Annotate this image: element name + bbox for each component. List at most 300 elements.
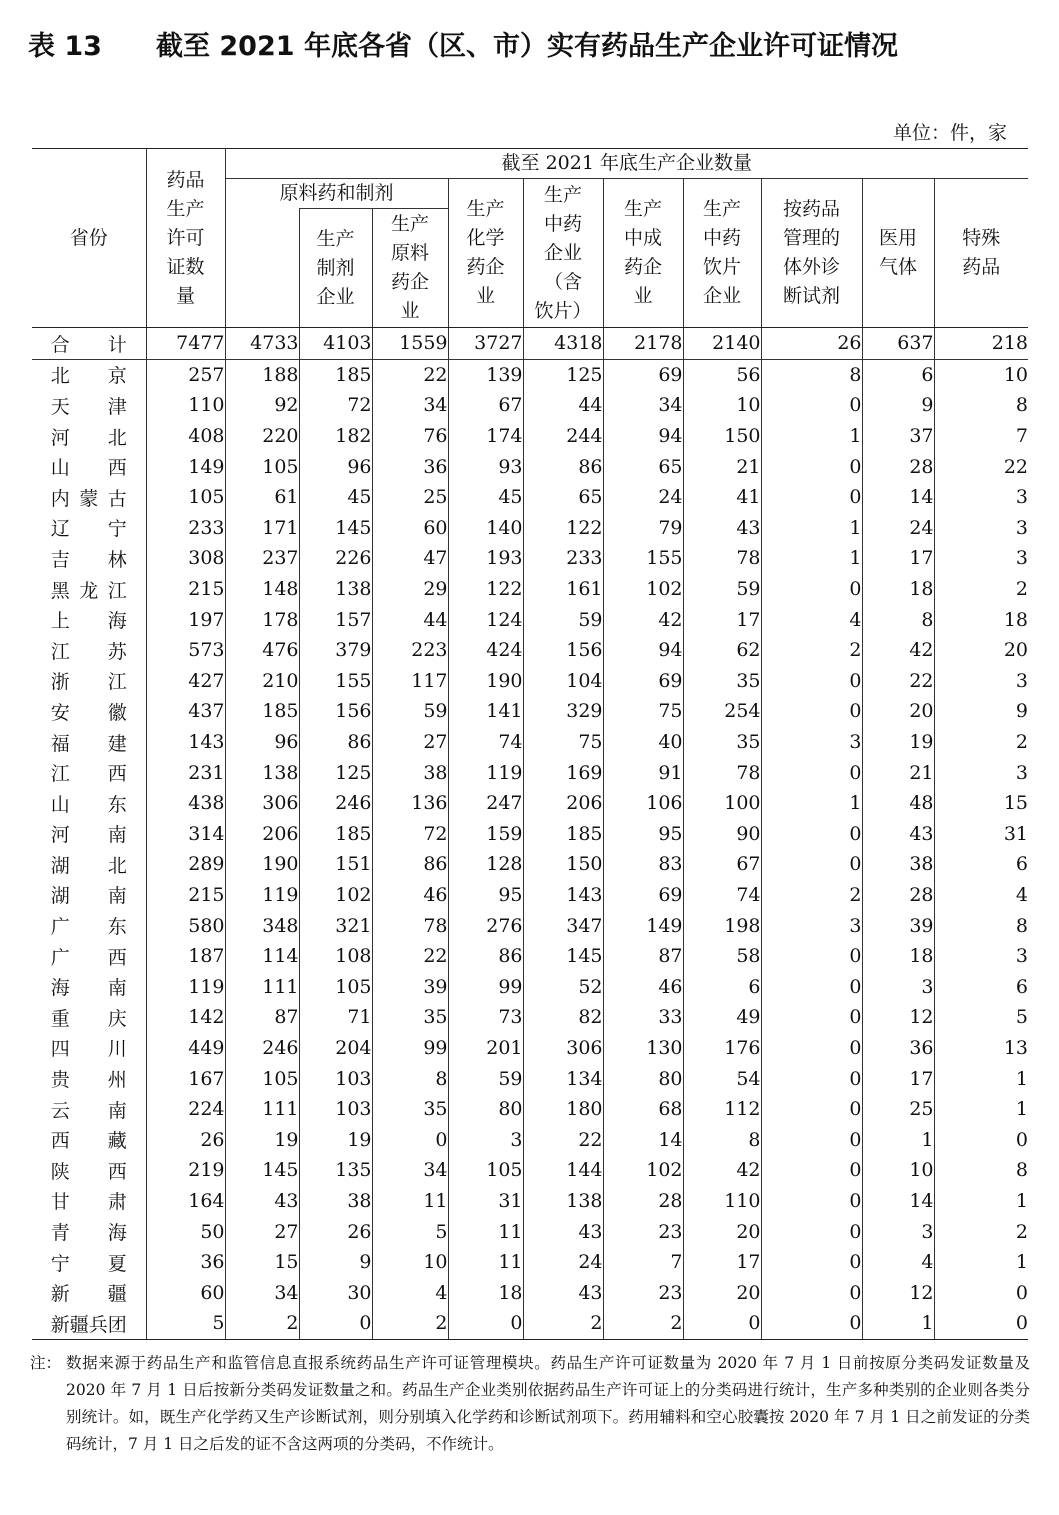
value-cell: 169 xyxy=(523,757,603,788)
table-row xyxy=(32,359,1028,390)
value-cell: 125 xyxy=(523,359,603,390)
province-cell xyxy=(32,727,146,758)
value-cell: 159 xyxy=(448,819,523,850)
value-cell: 143 xyxy=(146,727,225,758)
value-cell: 94 xyxy=(603,635,683,666)
value-cell: 28 xyxy=(862,880,934,911)
value-cell: 0 xyxy=(448,1308,523,1339)
table-row xyxy=(32,880,1028,911)
value-cell: 3 xyxy=(862,971,934,1002)
value-cell: 99 xyxy=(448,971,523,1002)
value-cell: 6 xyxy=(862,359,934,390)
value-cell: 27 xyxy=(225,1216,299,1247)
value-cell: 3 xyxy=(934,543,1028,574)
value-cell: 86 xyxy=(448,941,523,972)
header-raw: 生产 原料 药企 业 xyxy=(372,209,448,328)
value-cell: 86 xyxy=(523,451,603,482)
value-cell: 108 xyxy=(299,941,372,972)
value-cell: 65 xyxy=(603,451,683,482)
table-row xyxy=(32,941,1028,972)
value-cell: 9 xyxy=(299,1247,372,1278)
value-cell: 0 xyxy=(761,1186,862,1217)
value-cell: 18 xyxy=(448,1277,523,1308)
table-row xyxy=(32,849,1028,880)
value-cell: 157 xyxy=(299,604,372,635)
province-cell xyxy=(32,1033,146,1064)
value-cell: 26 xyxy=(299,1216,372,1247)
value-cell: 60 xyxy=(146,1277,225,1308)
value-cell: 71 xyxy=(299,1002,372,1033)
value-cell: 151 xyxy=(299,849,372,880)
value-cell: 59 xyxy=(372,696,448,727)
value-cell: 49 xyxy=(683,1002,761,1033)
value-cell: 2 xyxy=(934,574,1028,605)
value-cell: 36 xyxy=(372,451,448,482)
value-cell: 0 xyxy=(761,696,862,727)
value-cell: 201 xyxy=(448,1033,523,1064)
table-number: 表 13 xyxy=(28,31,102,62)
province-name: 湖 北 xyxy=(50,854,127,877)
value-cell: 2 xyxy=(372,1308,448,1339)
value-cell: 224 xyxy=(146,1094,225,1125)
value-cell: 19 xyxy=(862,727,934,758)
value-cell: 204 xyxy=(299,1033,372,1064)
province-name: 贵 州 xyxy=(50,1069,127,1092)
value-cell: 215 xyxy=(146,880,225,911)
value-cell: 176 xyxy=(683,1033,761,1064)
value-cell: 114 xyxy=(225,941,299,972)
province-name: 福 建 xyxy=(50,732,127,755)
province-name: 湖 南 xyxy=(50,885,127,908)
value-cell: 0 xyxy=(934,1308,1028,1339)
value-cell: 42 xyxy=(603,604,683,635)
header-tcm: 生产 中药 企业 （含 饮片） xyxy=(523,179,603,328)
value-cell: 12 xyxy=(862,1277,934,1308)
value-cell: 105 xyxy=(225,451,299,482)
province-name: 内蒙古 xyxy=(50,487,127,510)
value-cell: 48 xyxy=(862,788,934,819)
province-name: 上 海 xyxy=(50,610,127,633)
province-name: 江 西 xyxy=(50,763,127,786)
value-cell: 149 xyxy=(146,451,225,482)
value-cell: 0 xyxy=(761,1247,862,1278)
value-cell: 1 xyxy=(761,513,862,544)
province-cell xyxy=(32,359,146,390)
value-cell: 4733 xyxy=(225,328,299,360)
value-cell: 10 xyxy=(372,1247,448,1278)
value-cell: 18 xyxy=(934,604,1028,635)
province-cell xyxy=(32,1186,146,1217)
table-row xyxy=(32,788,1028,819)
value-cell: 0 xyxy=(761,1094,862,1125)
value-cell: 18 xyxy=(862,941,934,972)
value-cell: 29 xyxy=(372,574,448,605)
value-cell: 254 xyxy=(683,696,761,727)
value-cell: 112 xyxy=(683,1094,761,1125)
province-cell xyxy=(32,604,146,635)
value-cell: 0 xyxy=(761,451,862,482)
value-cell: 20 xyxy=(683,1216,761,1247)
value-cell: 220 xyxy=(225,421,299,452)
value-cell: 9 xyxy=(934,696,1028,727)
value-cell: 50 xyxy=(146,1216,225,1247)
value-cell: 237 xyxy=(225,543,299,574)
table-row xyxy=(32,727,1028,758)
province-cell xyxy=(32,1216,146,1247)
value-cell: 247 xyxy=(448,788,523,819)
table-row xyxy=(32,1094,1028,1125)
province-name: 安 徽 xyxy=(50,701,127,724)
province-cell xyxy=(32,941,146,972)
value-cell: 43 xyxy=(683,513,761,544)
value-cell: 135 xyxy=(299,1155,372,1186)
table-row xyxy=(32,819,1028,850)
value-cell: 0 xyxy=(372,1124,448,1155)
value-cell: 210 xyxy=(225,666,299,697)
province-name: 西 藏 xyxy=(50,1130,127,1153)
value-cell: 46 xyxy=(603,971,683,1002)
province-cell xyxy=(32,1124,146,1155)
value-cell: 11 xyxy=(448,1216,523,1247)
value-cell: 102 xyxy=(603,574,683,605)
footnote-label: 注： xyxy=(30,1354,62,1372)
value-cell: 193 xyxy=(448,543,523,574)
license-table xyxy=(32,148,1028,1340)
province-cell xyxy=(32,1002,146,1033)
value-cell: 58 xyxy=(683,941,761,972)
value-cell: 197 xyxy=(146,604,225,635)
value-cell: 1 xyxy=(934,1247,1028,1278)
table-row xyxy=(32,390,1028,421)
value-cell: 87 xyxy=(225,1002,299,1033)
value-cell: 110 xyxy=(146,390,225,421)
value-cell: 43 xyxy=(523,1216,603,1247)
value-cell: 306 xyxy=(225,788,299,819)
header-group: 截至 2021 年底生产企业数量 xyxy=(225,149,1028,179)
value-cell: 0 xyxy=(761,1002,862,1033)
value-cell: 218 xyxy=(934,328,1028,360)
table-row xyxy=(32,1124,1028,1155)
value-cell: 226 xyxy=(299,543,372,574)
value-cell: 2 xyxy=(603,1308,683,1339)
value-cell: 31 xyxy=(934,819,1028,850)
value-cell: 61 xyxy=(225,482,299,513)
value-cell: 44 xyxy=(372,604,448,635)
value-cell: 103 xyxy=(299,1094,372,1125)
table-row xyxy=(32,1308,1028,1339)
value-cell: 24 xyxy=(603,482,683,513)
value-cell: 190 xyxy=(448,666,523,697)
value-cell: 6 xyxy=(934,849,1028,880)
value-cell: 35 xyxy=(683,666,761,697)
value-cell: 69 xyxy=(603,880,683,911)
value-cell: 138 xyxy=(225,757,299,788)
value-cell: 4 xyxy=(761,604,862,635)
value-cell: 75 xyxy=(523,727,603,758)
province-name: 云 南 xyxy=(50,1099,127,1122)
value-cell: 347 xyxy=(523,910,603,941)
province-name: 广 东 xyxy=(50,916,127,939)
value-cell: 31 xyxy=(448,1186,523,1217)
value-cell: 233 xyxy=(146,513,225,544)
value-cell: 9 xyxy=(862,390,934,421)
value-cell: 156 xyxy=(299,696,372,727)
province-cell xyxy=(32,1308,146,1339)
value-cell: 72 xyxy=(372,819,448,850)
value-cell: 111 xyxy=(225,971,299,1002)
value-cell: 1 xyxy=(761,421,862,452)
value-cell: 3 xyxy=(934,666,1028,697)
value-cell: 35 xyxy=(372,1002,448,1033)
value-cell: 28 xyxy=(862,451,934,482)
value-cell: 143 xyxy=(523,880,603,911)
header-raw-and-prep-total xyxy=(225,209,299,328)
value-cell: 26 xyxy=(146,1124,225,1155)
value-cell: 99 xyxy=(372,1033,448,1064)
value-cell: 19 xyxy=(225,1124,299,1155)
value-cell: 185 xyxy=(225,696,299,727)
province-name: 山 西 xyxy=(50,457,127,480)
value-cell: 8 xyxy=(761,359,862,390)
value-cell: 164 xyxy=(146,1186,225,1217)
table-row xyxy=(32,513,1028,544)
value-cell: 4 xyxy=(372,1277,448,1308)
value-cell: 59 xyxy=(523,604,603,635)
value-cell: 314 xyxy=(146,819,225,850)
value-cell: 6 xyxy=(683,971,761,1002)
table-row xyxy=(32,666,1028,697)
province-name: 河 南 xyxy=(50,824,127,847)
value-cell: 11 xyxy=(448,1247,523,1278)
value-cell: 60 xyxy=(372,513,448,544)
value-cell: 42 xyxy=(683,1155,761,1186)
value-cell: 19 xyxy=(299,1124,372,1155)
value-cell: 167 xyxy=(146,1063,225,1094)
value-cell: 3 xyxy=(761,727,862,758)
total-row xyxy=(32,328,1028,360)
value-cell: 0 xyxy=(299,1308,372,1339)
value-cell: 38 xyxy=(372,757,448,788)
table-row xyxy=(32,910,1028,941)
value-cell: 2178 xyxy=(603,328,683,360)
value-cell: 102 xyxy=(603,1155,683,1186)
value-cell: 150 xyxy=(683,421,761,452)
value-cell: 54 xyxy=(683,1063,761,1094)
value-cell: 10 xyxy=(934,359,1028,390)
table-row xyxy=(32,451,1028,482)
province-name: 吉 林 xyxy=(50,548,127,571)
province-name: 山 东 xyxy=(50,793,127,816)
value-cell: 3727 xyxy=(448,328,523,360)
value-cell: 87 xyxy=(603,941,683,972)
value-cell: 142 xyxy=(146,1002,225,1033)
value-cell: 138 xyxy=(299,574,372,605)
table-row xyxy=(32,1277,1028,1308)
value-cell: 246 xyxy=(225,1033,299,1064)
header-special: 特殊 药品 xyxy=(934,179,1028,328)
value-cell: 1 xyxy=(761,543,862,574)
value-cell: 188 xyxy=(225,359,299,390)
value-cell: 104 xyxy=(523,666,603,697)
value-cell: 94 xyxy=(603,421,683,452)
header-province: 省份 xyxy=(32,149,146,328)
province-cell xyxy=(32,513,146,544)
value-cell: 36 xyxy=(862,1033,934,1064)
table-row xyxy=(32,1247,1028,1278)
table-row xyxy=(32,604,1028,635)
value-cell: 6 xyxy=(934,971,1028,1002)
province-name: 合 计 xyxy=(50,333,127,356)
value-cell: 141 xyxy=(448,696,523,727)
value-cell: 1 xyxy=(862,1124,934,1155)
value-cell: 22 xyxy=(862,666,934,697)
value-cell: 171 xyxy=(225,513,299,544)
value-cell: 1 xyxy=(934,1063,1028,1094)
value-cell: 78 xyxy=(683,543,761,574)
value-cell: 0 xyxy=(934,1277,1028,1308)
value-cell: 22 xyxy=(372,941,448,972)
value-cell: 144 xyxy=(523,1155,603,1186)
value-cell: 42 xyxy=(862,635,934,666)
value-cell: 3 xyxy=(761,910,862,941)
value-cell: 198 xyxy=(683,910,761,941)
table-row xyxy=(32,971,1028,1002)
table-row xyxy=(32,421,1028,452)
value-cell: 34 xyxy=(603,390,683,421)
table-row xyxy=(32,635,1028,666)
value-cell: 20 xyxy=(934,635,1028,666)
value-cell: 156 xyxy=(523,635,603,666)
table-title: 截至 2021 年底各省（区、市）实有药品生产企业许可证情况 xyxy=(156,31,898,62)
value-cell: 33 xyxy=(603,1002,683,1033)
value-cell: 75 xyxy=(603,696,683,727)
value-cell: 122 xyxy=(448,574,523,605)
value-cell: 215 xyxy=(146,574,225,605)
value-cell: 5 xyxy=(146,1308,225,1339)
province-name: 北 京 xyxy=(50,365,127,388)
province-name: 江 苏 xyxy=(50,640,127,663)
value-cell: 10 xyxy=(862,1155,934,1186)
table-row xyxy=(32,1216,1028,1247)
value-cell: 45 xyxy=(299,482,372,513)
value-cell: 3 xyxy=(448,1124,523,1155)
value-cell: 67 xyxy=(683,849,761,880)
value-cell: 1 xyxy=(862,1308,934,1339)
value-cell: 145 xyxy=(299,513,372,544)
value-cell: 67 xyxy=(448,390,523,421)
value-cell: 35 xyxy=(683,727,761,758)
province-cell xyxy=(32,390,146,421)
value-cell: 379 xyxy=(299,635,372,666)
header-tcm-patent: 生产 中成 药企 业 xyxy=(603,179,683,328)
header-gas: 医用 气体 xyxy=(862,179,934,328)
value-cell: 40 xyxy=(603,727,683,758)
value-cell: 145 xyxy=(523,941,603,972)
table-row xyxy=(32,1155,1028,1186)
province-cell xyxy=(32,1094,146,1125)
province-name: 陕 西 xyxy=(50,1160,127,1183)
value-cell: 96 xyxy=(225,727,299,758)
header-prep: 生产 制剂 企业 xyxy=(299,209,372,328)
value-cell: 17 xyxy=(683,1247,761,1278)
table-row xyxy=(32,482,1028,513)
table-row xyxy=(32,574,1028,605)
value-cell: 119 xyxy=(448,757,523,788)
province-cell xyxy=(32,1063,146,1094)
value-cell: 2 xyxy=(934,1216,1028,1247)
value-cell: 92 xyxy=(225,390,299,421)
value-cell: 138 xyxy=(523,1186,603,1217)
province-name: 甘 肃 xyxy=(50,1191,127,1214)
value-cell: 28 xyxy=(603,1186,683,1217)
value-cell: 56 xyxy=(683,359,761,390)
value-cell: 91 xyxy=(603,757,683,788)
value-cell: 0 xyxy=(761,819,862,850)
value-cell: 69 xyxy=(603,666,683,697)
value-cell: 15 xyxy=(225,1247,299,1278)
value-cell: 155 xyxy=(299,666,372,697)
value-cell: 246 xyxy=(299,788,372,819)
value-cell: 13 xyxy=(934,1033,1028,1064)
value-cell: 17 xyxy=(683,604,761,635)
province-name: 新 疆 xyxy=(50,1283,127,1306)
value-cell: 136 xyxy=(372,788,448,819)
value-cell: 1 xyxy=(934,1094,1028,1125)
value-cell: 21 xyxy=(683,451,761,482)
value-cell: 306 xyxy=(523,1033,603,1064)
value-cell: 3 xyxy=(934,513,1028,544)
value-cell: 45 xyxy=(448,482,523,513)
value-cell: 20 xyxy=(683,1277,761,1308)
province-cell xyxy=(32,451,146,482)
value-cell: 476 xyxy=(225,635,299,666)
value-cell: 62 xyxy=(683,635,761,666)
value-cell: 0 xyxy=(761,1155,862,1186)
value-cell: 437 xyxy=(146,696,225,727)
value-cell: 223 xyxy=(372,635,448,666)
value-cell: 34 xyxy=(372,390,448,421)
footnote xyxy=(30,1350,1030,1458)
province-name: 辽 宁 xyxy=(50,518,127,541)
value-cell: 39 xyxy=(372,971,448,1002)
value-cell: 0 xyxy=(761,1308,862,1339)
value-cell: 43 xyxy=(225,1186,299,1217)
province-name: 浙 江 xyxy=(50,671,127,694)
value-cell: 408 xyxy=(146,421,225,452)
footnote-text: 数据来源于药品生产和监管信息直报系统药品生产许可证管理模块。药品生产许可证数量为 2020 年 7 月 1 日前按原分类码发证数量及 2020 年 7 月 1 日后按新分类码发证数量之和。药品生产企业类别依据药品生产许可证上的分类码进行统计，生产多种类别的企业则各类分别统计。如，既生产化学药又生产诊断试剂，则分别填入化学药和诊断试剂项下。药用辅料和空心胶囊按 2020 年 7 月 1 日之前发证的分类码统计，7 月 1 日之后发的证不含这两项的分类码，不作统计。 xyxy=(66,1354,1030,1453)
value-cell: 96 xyxy=(299,451,372,482)
province-cell xyxy=(32,1155,146,1186)
value-cell: 155 xyxy=(603,543,683,574)
value-cell: 37 xyxy=(862,421,934,452)
value-cell: 0 xyxy=(761,757,862,788)
value-cell: 24 xyxy=(523,1247,603,1278)
value-cell: 2 xyxy=(934,727,1028,758)
value-cell: 178 xyxy=(225,604,299,635)
province-cell xyxy=(32,328,146,360)
value-cell: 580 xyxy=(146,910,225,941)
value-cell: 47 xyxy=(372,543,448,574)
value-cell: 438 xyxy=(146,788,225,819)
value-cell: 124 xyxy=(448,604,523,635)
value-cell: 128 xyxy=(448,849,523,880)
province-cell xyxy=(32,1247,146,1278)
value-cell: 76 xyxy=(372,421,448,452)
value-cell: 119 xyxy=(146,971,225,1002)
value-cell: 308 xyxy=(146,543,225,574)
value-cell: 329 xyxy=(523,696,603,727)
value-cell: 174 xyxy=(448,421,523,452)
